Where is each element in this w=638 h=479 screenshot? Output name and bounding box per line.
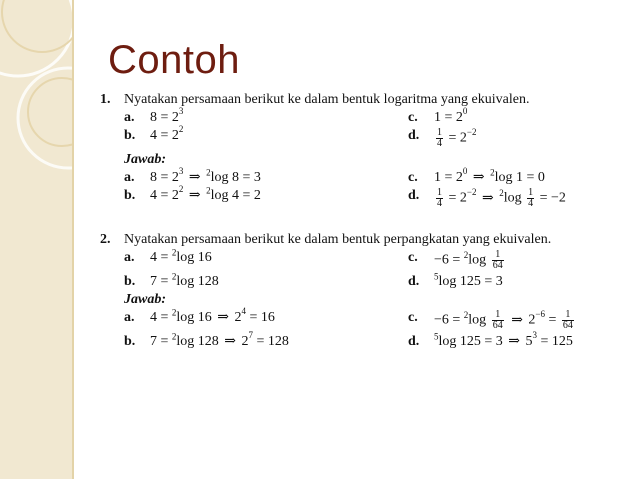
item-label: a.	[124, 310, 135, 325]
item-label: c.	[408, 110, 418, 125]
item-label: b.	[124, 334, 136, 349]
question-expression: $1 = 2^0$	[434, 106, 468, 125]
question-expression: $4 = 2^2$	[150, 124, 184, 143]
item-label: b.	[124, 274, 136, 289]
answer-expression: $1 = 2^0$ ⇒ $^2$log 1 = 0	[434, 166, 545, 185]
problem-number: 1.	[100, 92, 111, 107]
question-expression: −6 = $^2$log $\frac{1}{64}$	[434, 249, 503, 271]
problem-1	[100, 92, 620, 212]
item-label: b.	[124, 128, 136, 143]
answer-heading: Jawab:	[124, 292, 166, 307]
answer-expression: $4 = 2^2$ ⇒ $^2$log 4 = 2	[150, 184, 261, 203]
item-label: c.	[408, 310, 418, 325]
item-label: d.	[408, 128, 420, 143]
question-expression: $8 = 2^3$	[150, 106, 184, 125]
problem-number: 2.	[100, 232, 111, 247]
slide-title: Contoh	[108, 38, 240, 82]
item-label: c.	[408, 250, 418, 265]
fraction: $\frac{1}{4}$	[528, 187, 534, 209]
fraction: $\frac{1}{64}$	[492, 309, 503, 331]
item-label: d.	[408, 188, 420, 203]
circle-ornament-icon	[0, 0, 72, 479]
question-expression: $^5$log 125 = 3	[434, 271, 503, 289]
item-label: a.	[124, 170, 135, 185]
answer-expression: −6 = $^2$log $\frac{1}{64}$ ⇒ $2^{-6}$ = $\frac{1}{64}$	[434, 309, 573, 331]
problem-statement: Nyatakan persamaan berikut ke dalam bentuk perpangkatan yang ekuivalen.	[124, 232, 552, 247]
fraction: $\frac{1}{4}$	[437, 127, 442, 149]
problem-statement: Nyatakan persamaan berikut ke dalam bentuk logaritma yang ekuivalen.	[124, 92, 530, 107]
answer-expression: $^5$log 125 = 3 ⇒ $5^3 = 125$	[434, 330, 573, 349]
fraction: $\frac{1}{4}$	[437, 187, 442, 209]
question-expression: 7 = $^2$log 128	[150, 271, 219, 289]
decorative-side-panel	[0, 0, 74, 479]
fraction: $\frac{1}{64}$	[562, 309, 573, 331]
fraction: $\frac{1}{64}$	[492, 249, 503, 271]
item-label: a.	[124, 110, 135, 125]
problem-2	[100, 232, 620, 352]
item-label: b.	[124, 188, 136, 203]
question-expression: 4 = $^2$log 16	[150, 247, 212, 265]
item-label: d.	[408, 274, 420, 289]
answer-expression: 4 = $^2$log 16 ⇒ $2^4 = 16$	[150, 306, 275, 325]
item-label: c.	[408, 170, 418, 185]
answer-expression: $8 = 2^3$ ⇒ $^2$log 8 = 3	[150, 166, 261, 185]
item-label: a.	[124, 250, 135, 265]
answer-expression: $\frac{1}{4}$ = $2^{-2}$ ⇒ $^2$log $\frac{1}{4}$ = −2	[437, 187, 566, 209]
answer-heading: Jawab:	[124, 152, 166, 167]
item-label: d.	[408, 334, 420, 349]
answer-expression: 7 = $^2$log 128 ⇒ $2^7 = 128$	[150, 330, 289, 349]
question-expression: $\frac{1}{4}$ = $2^{-2}$	[437, 127, 477, 149]
